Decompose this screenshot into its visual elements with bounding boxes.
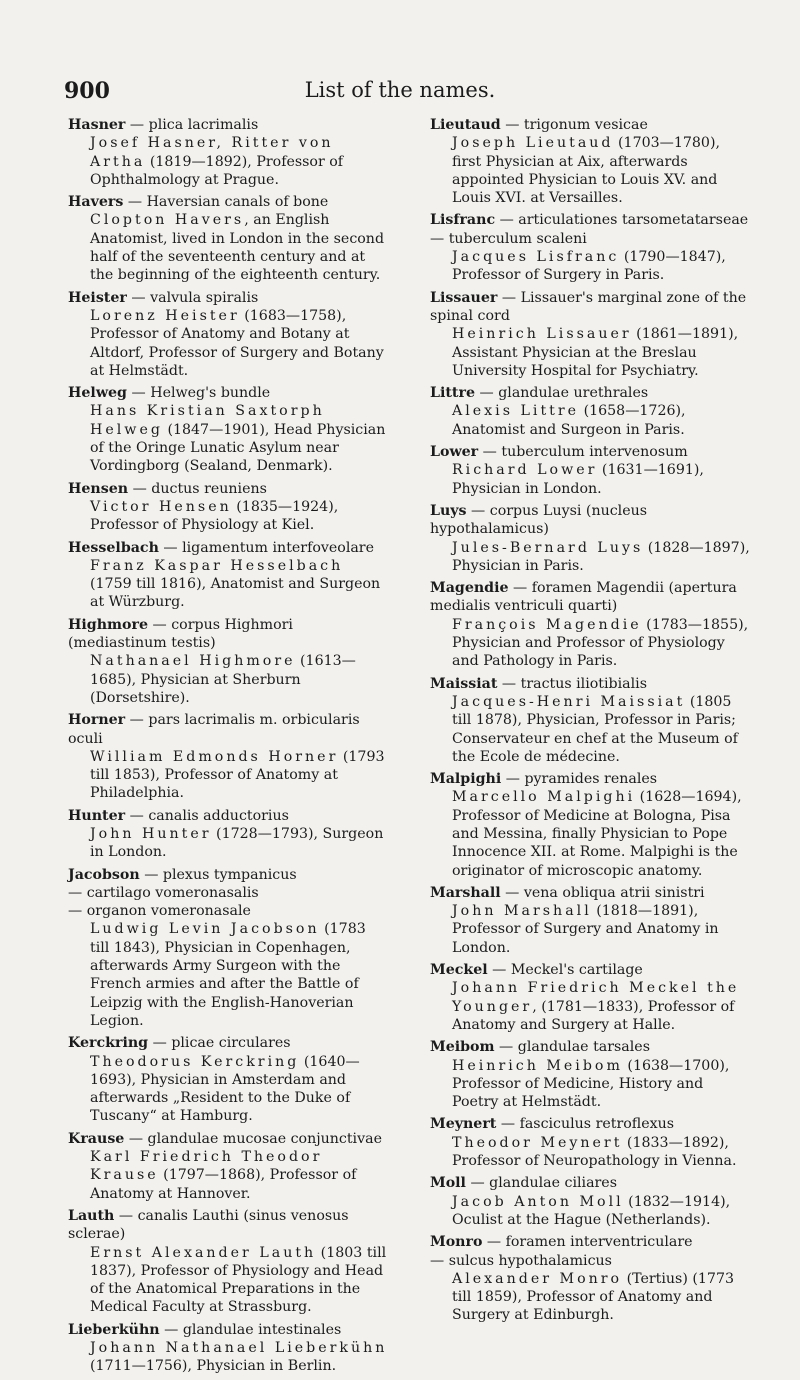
entry-heading: Kerckring — plicae circulares [68, 1035, 291, 1052]
entry-heading: Lisfranc — articulationes tarsometatarseae [430, 212, 749, 229]
eponym-name: Hunter [68, 807, 126, 824]
eponym-name: Luys [430, 502, 467, 519]
entry-heading: Highmore — corpus Highmori (mediastinum testis) [68, 616, 293, 652]
person-name: Theodorus Kerckring [90, 1053, 300, 1070]
biography [430, 325, 750, 380]
name-entry [430, 289, 750, 380]
anatomical-term-line: — organon vomeronasale [68, 903, 251, 920]
name-entry [430, 884, 750, 957]
person-name: Alexis Littre [452, 403, 580, 420]
biography [68, 402, 388, 475]
biography [430, 979, 750, 1034]
biography [430, 616, 750, 671]
anatomical-term: canalis adductorius [148, 807, 289, 824]
eponym-name: Lauth [68, 1207, 115, 1224]
name-entry [430, 502, 750, 575]
entry-heading: Havers — Haversian canals of bone [68, 194, 329, 211]
anatomical-term: cartilago vomeronasalis [86, 884, 259, 901]
anatomical-term: articulationes tarsometatarseae [518, 212, 749, 229]
eponym-name: Kerckring [68, 1035, 149, 1052]
name-entry [430, 443, 750, 498]
biography [430, 1057, 750, 1112]
entry-heading: Horner — pars lacrimalis m. orbicularis oculi [68, 712, 360, 747]
biography-text: (1861—1891), Assistant Physician at the Breslau University Hospital for Psychiatry. [452, 326, 739, 379]
entry-heading: Meckel — Meckel's cartilage [430, 962, 643, 979]
eponym-name: Lieberkühn [68, 1321, 160, 1338]
biography-text: (1728—1793), Surgeon in London. [90, 825, 384, 861]
person-name: Karl Friedrich Theodor Krause [90, 1149, 323, 1184]
biography [430, 1270, 750, 1325]
entry-heading: Jacobson — plexus tympanicus [68, 866, 297, 883]
person-name: Jacques-Henri Maissiat [452, 693, 686, 710]
anatomical-term: Lissauer's marginal zone of the spinal cord [430, 289, 747, 324]
entry-heading: Meibom — glandulae tarsales [430, 1039, 650, 1056]
anatomical-term: ligamentum interfoveolare [182, 539, 374, 556]
name-entry [68, 1207, 388, 1317]
biography [68, 307, 388, 380]
anatomical-term: organon vomeronasale [86, 903, 251, 920]
anatomical-term: vena obliqua atrii sinistri [523, 884, 705, 901]
name-entry [430, 579, 750, 670]
name-entry [68, 711, 388, 802]
biography-text: (1759 till 1816), Anatomist and Surgeon at Würzburg. [90, 576, 381, 611]
anatomical-term: trigonum vesicae [523, 117, 648, 133]
entry-heading: Moll — glandulae ciliares [430, 1175, 617, 1192]
anatomical-term-line: — cartilago vomeronasalis [68, 884, 259, 901]
entry-heading: Lauth — canalis Lauthi (sinus venosus sclerae) [68, 1207, 349, 1243]
biography-text: (1658—1726), Anatomist and Surgeon in Paris. [452, 403, 686, 438]
person-name: Jules-Bernard Luys [452, 539, 644, 556]
eponym-name: Lower [430, 444, 479, 461]
person-name: Josef Hasner, Ritter von Artha [90, 135, 334, 170]
eponym-name: Littre [430, 385, 475, 402]
anatomical-term: plexus tympanicus [162, 866, 297, 883]
biography-text: , an English Anatomist, lived in London in the second half of the seventeenth century and at the beginning of the eighteenth century. [90, 212, 385, 284]
anatomical-term-line: — tuberculum scaleni [430, 230, 587, 247]
biography [68, 557, 388, 612]
name-entry [68, 384, 388, 475]
eponym-name: Hensen [68, 480, 129, 497]
biography [430, 788, 750, 879]
anatomical-term: fasciculus retroflexus [519, 1116, 675, 1133]
name-entry [68, 289, 388, 380]
person-name: Richard Lower [452, 462, 598, 479]
anatomical-term: Helweg's bundle [150, 385, 271, 402]
eponym-name: Lissauer [430, 289, 498, 306]
eponym-name: Krause [68, 1130, 125, 1147]
biography [430, 461, 750, 498]
anatomical-term: glandulae intestinales [182, 1321, 342, 1338]
person-name: William Edmonds Horner [90, 748, 339, 765]
anatomical-term: ductus reuniens [151, 480, 267, 497]
entry-heading: Hunter — canalis adductorius [68, 807, 289, 824]
name-entry [68, 1130, 388, 1203]
person-name: Johann Nathanael Lieberkühn [90, 1340, 388, 1356]
entry-heading: Lower — tuberculum intervenosum [430, 444, 688, 461]
entry-heading: Luys — corpus Luysi (nucleus hypothalamicus) [430, 502, 648, 538]
person-name: Heinrich Meibom [452, 1057, 623, 1074]
biography-text: (1783—1855), Physician and Professor of Physiology and Pathology in Paris. [452, 616, 749, 670]
page-number: 900 [64, 78, 110, 104]
person-name: Marcello Malpighi [452, 789, 636, 806]
entry-heading: Hasner — plica lacrimalis [68, 117, 259, 133]
biography [430, 1134, 750, 1171]
biography-text: , (1781—1833), Professor of Anatomy and Surgery at Halle. [452, 998, 735, 1033]
eponym-name: Maissiat [430, 675, 498, 692]
biography-text: (1640—1693), Physician in Amsterdam and afterwards „Resident to the Duke of Tuscany“ at Hamburg. [90, 1053, 360, 1125]
person-name: Victor Hensen [90, 498, 232, 515]
anatomical-term: canalis Lauthi (sinus venosus sclerae) [68, 1207, 349, 1243]
entry-heading: Lissauer — Lissauer's marginal zone of the spinal cord [430, 289, 747, 324]
biography-text: (1803 till 1837), Professor of Physiology and Head of the Anatomical Preparations in the Medical Faculty at Strassburg. [90, 1244, 387, 1316]
biography [68, 1244, 388, 1317]
anatomical-term: glandulae urethrales [498, 385, 649, 402]
name-entry [430, 384, 750, 439]
person-name: Franz Kaspar Hesselbach [90, 557, 344, 574]
entry-heading: Magendie — foramen Magendii (apertura medialis ventriculi quarti) [430, 580, 737, 615]
entry-heading: Heister — valvula spiralis [68, 289, 259, 306]
eponym-name: Highmore [68, 616, 149, 633]
eponym-name: Meibom [430, 1039, 495, 1056]
entry-heading: Maissiat — tractus iliotibialis [430, 675, 647, 692]
biography-text: (1828—1897), Physician in Paris. [452, 539, 750, 574]
name-entry [68, 616, 388, 707]
person-name: Johann Friedrich Meckel the Younger [452, 980, 740, 1015]
biography-text: (1613—1685), Physician at Sherburn (Dorsetshire). [90, 653, 356, 706]
right-column [430, 116, 750, 1329]
anatomical-term: pars lacrimalis m. orbicularis oculi [68, 712, 360, 747]
anatomical-term: glandulae tarsales [517, 1039, 650, 1056]
eponym-name: Hesselbach [68, 539, 159, 556]
biography-text: (Tertius) (1773 till 1859), Professor of Anatomy and Surgery at Edinburgh. [452, 1270, 735, 1324]
eponym-name: Heister [68, 289, 127, 306]
eponym-name: Horner [68, 712, 126, 729]
name-entry [430, 1174, 750, 1229]
anatomical-term: Meckel's cartilage [510, 962, 643, 979]
person-name: Nathanael Highmore [90, 653, 296, 670]
entry-heading: Meynert — fasciculus retroflexus [430, 1116, 675, 1133]
biography [68, 748, 388, 803]
biography-text: (1683—1758), Professor of Anatomy and Botany at Altdorf, Professor of Surgery and Botany at Helmstädt. [90, 307, 384, 379]
person-name: François Magendie [452, 616, 642, 633]
biography-text: (1790—1847), Professor of Surgery in Paris. [452, 249, 726, 284]
biography [430, 402, 750, 439]
name-entry [430, 1038, 750, 1111]
biography [430, 539, 750, 576]
biography [68, 1148, 388, 1203]
anatomical-term: foramen interventriculare [505, 1234, 693, 1251]
biography [430, 902, 750, 957]
person-name: Theodor Meynert [452, 1134, 623, 1151]
biography [68, 920, 388, 1030]
biography-text: (1805 till 1878), Physician, Professor in Paris; Conservateur en chef at the Museum of the Ecole de médecine. [452, 693, 738, 765]
person-name: Hans Kristian Saxtorph Helweg [90, 403, 325, 438]
biography-text: (1628—1694), Professor of Medicine at Bologna, Pisa and Messina, finally Physician to Pope Innocence XII. at Rome. Malpighi is the originator of microscopic anatomy. [452, 789, 742, 879]
name-entry [68, 193, 388, 284]
anatomical-term: plica lacrimalis [148, 117, 259, 133]
entry-heading: Krause — glandulae mucosae conjunctivae [68, 1130, 382, 1147]
anatomical-term: glandulae mucosae conjunctivae [147, 1130, 382, 1147]
eponym-name: Malpighi [430, 771, 502, 788]
entry-heading: Lieberkühn — glandulae intestinales [68, 1321, 342, 1338]
anatomical-term: corpus Highmori (mediastinum testis) [68, 616, 293, 652]
person-name: Lorenz Heister [90, 307, 240, 324]
entry-heading: Marshall — vena obliqua atrii sinistri [430, 884, 705, 901]
eponym-name: Meckel [430, 962, 488, 979]
anatomical-term: corpus Luysi (nucleus hypothalamicus) [430, 502, 648, 538]
entry-heading: Littre — glandulae urethrales [430, 385, 649, 402]
name-entry [68, 480, 388, 535]
entry-heading: Helweg — Helweg's bundle [68, 385, 271, 402]
eponym-name: Lisfranc [430, 212, 496, 229]
biography [430, 693, 750, 766]
name-entry [68, 1034, 388, 1125]
entry-heading: Lieutaud — trigonum vesicae [430, 117, 648, 133]
entry-heading: Hesselbach — ligamentum interfoveolare [68, 539, 374, 556]
name-entry [430, 116, 750, 207]
eponym-name: Magendie [430, 580, 509, 597]
biography [68, 825, 388, 862]
biography-text: (1783 till 1843), Physician in Copenhagen, afterwards Army Surgeon with the French armies and after the Battle of Leipzig with the English-Hanoverian Legion. [90, 921, 366, 1029]
name-entry [68, 866, 388, 1031]
eponym-name: Jacobson [68, 866, 140, 883]
person-name: Jacob Anton Moll [452, 1193, 624, 1210]
name-entry [430, 961, 750, 1034]
entry-heading: Malpighi — pyramides renales [430, 771, 658, 788]
name-entry [68, 539, 388, 612]
anatomical-term: foramen Magendii (apertura medialis ventriculi quarti) [430, 580, 737, 615]
entry-heading: Monro — foramen interventriculare [430, 1234, 693, 1251]
eponym-name: Meynert [430, 1116, 497, 1133]
biography-text: (1703—1780), first Physician at Aix, afterwards appointed Physician to Louis XV. and Louis XVI. at Versailles. [452, 135, 721, 207]
eponym-name: Hasner [68, 117, 126, 133]
biography [68, 211, 388, 284]
anatomical-term: valvula spiralis [150, 289, 259, 306]
eponym-name: Havers [68, 194, 124, 211]
person-name: Ludwig Levin Jacobson [90, 921, 320, 938]
anatomical-term: plicae circulares [171, 1035, 291, 1052]
person-name: Jacques Lisfranc [452, 249, 620, 266]
biography [68, 1053, 388, 1126]
name-entry [430, 770, 750, 880]
biography [68, 134, 388, 189]
person-name: Ernst Alexander Lauth [90, 1244, 317, 1261]
anatomical-term: Haversian canals of bone [146, 194, 329, 211]
person-name: Joseph Lieutaud [452, 135, 614, 152]
name-entry [430, 675, 750, 766]
biography-text: (1835—1924), Professor of Physiology at Kiel. [90, 498, 339, 534]
entry-heading: Hensen — ductus reuniens [68, 480, 267, 497]
biography [68, 652, 388, 707]
biography-text: (1638—1700), Professor of Medicine, History and Poetry at Helmstädt. [452, 1057, 730, 1111]
eponym-name: Helweg [68, 385, 127, 402]
eponym-name: Marshall [430, 884, 501, 901]
biography-text: (1819—1892), Professor of Ophthalmology at Prague. [90, 153, 344, 188]
name-entry [68, 116, 388, 189]
running-title: List of the names. [304, 78, 496, 102]
name-entry [430, 211, 750, 284]
biography [68, 498, 388, 535]
biography-text: (1793 till 1853), Professor of Anatomy at Philadelphia. [90, 748, 385, 802]
name-entry [68, 807, 388, 862]
biography-text: (1832—1914), Oculist at the Hague (Netherlands). [452, 1193, 731, 1228]
person-name: Clopton Havers [90, 212, 245, 229]
biography-text: (1631—1691), Physician in London. [452, 462, 704, 497]
biography-text: (1847—1901), Head Physician of the Oringe Lunatic Asylum near Vordingborg (Sealand, Denmark). [90, 421, 386, 475]
eponym-name: Monro [430, 1234, 483, 1251]
biography [430, 1193, 750, 1230]
anatomical-term: sulcus hypothalamicus [448, 1252, 612, 1269]
left-column [68, 116, 388, 1380]
eponym-name: Moll [430, 1175, 466, 1192]
anatomical-term: tractus iliotibialis [520, 675, 647, 692]
biography-text: (1818—1891), Professor of Surgery and Anatomy in London. [452, 903, 719, 956]
anatomical-term: glandulae ciliares [489, 1175, 617, 1192]
anatomical-term: pyramides renales [524, 771, 658, 788]
biography [430, 134, 750, 207]
person-name: Alexander Monro [452, 1270, 623, 1287]
name-entry [68, 1321, 388, 1376]
name-entry [430, 1115, 750, 1170]
biography [68, 1339, 388, 1376]
biography-text: (1797—1868), Professor of Anatomy at Hannover. [90, 1167, 357, 1202]
biography-text: (1711—1756), Physician in Berlin. [90, 1358, 337, 1375]
anatomical-term: tuberculum scaleni [448, 230, 587, 247]
person-name: Heinrich Lissauer [452, 326, 632, 343]
anatomical-term: tuberculum intervenosum [501, 444, 688, 461]
eponym-name: Lieutaud [430, 117, 501, 133]
person-name: John Marshall [452, 903, 592, 920]
name-entry [430, 1233, 750, 1324]
person-name: John Hunter [90, 825, 212, 842]
anatomical-term-line: — sulcus hypothalamicus [430, 1252, 612, 1269]
biography [430, 248, 750, 285]
biography-text: (1833—1892), Professor of Neuropathology in Vienna. [452, 1134, 737, 1170]
